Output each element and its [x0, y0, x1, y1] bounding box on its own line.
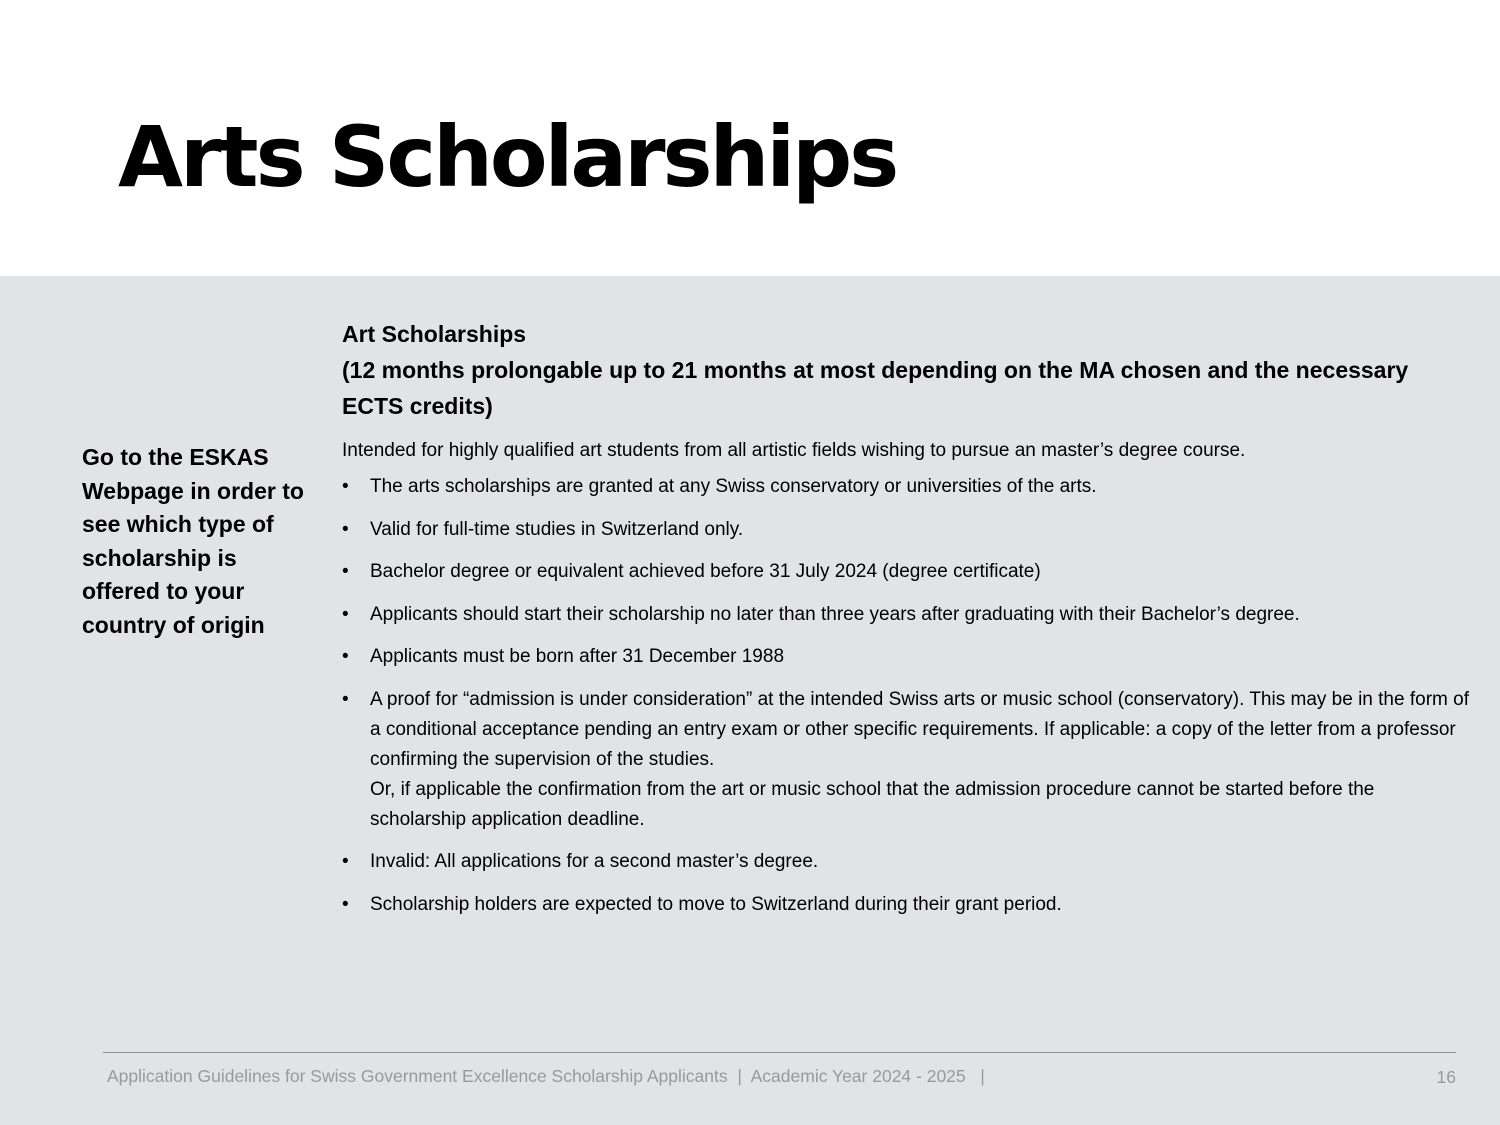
footer-text: Application Guidelines for Swiss Government Excellence Scholarship Applicants | Academic Year 2024 - 2025 | [107, 1066, 985, 1086]
list-item-text: The arts scholarships are granted at any Swiss conservatory or universities of the arts. [370, 476, 1097, 497]
section-heading [342, 316, 1472, 424]
list-item [342, 890, 1472, 920]
requirements-list [342, 472, 1472, 920]
list-item-text: Applicants should start their scholarship no later than three years after graduating with their Bachelor’s degree. [370, 603, 1300, 625]
bullet-icon: • [342, 646, 349, 667]
sidebar-note: Go to the ESKAS Webpage in order to see which type of scholarship is offered to your country of origin [82, 444, 304, 638]
bullet-icon: • [342, 561, 349, 582]
list-item [342, 685, 1472, 835]
bullet-icon: • [342, 476, 349, 497]
bullet-icon: • [342, 893, 349, 915]
list-item [342, 472, 1472, 502]
bullet-icon: • [342, 518, 349, 540]
heading-line-1: Art Scholarships [342, 321, 527, 347]
list-item-text: Scholarship holders are expected to move to Switzerland during their grant period. [370, 893, 1062, 915]
bullet-icon: • [342, 851, 349, 872]
list-item [342, 847, 1472, 877]
bullet-icon: • [342, 603, 349, 625]
list-item [342, 515, 1472, 545]
page-title: Arts Scholarships [118, 108, 897, 206]
intro-text: Intended for highly qualified art students from all artistic fields wishing to pursue an master’s degree course. [342, 440, 1246, 461]
list-item-text: Bachelor degree or equivalent achieved before 31 July 2024 (degree certificate) [370, 561, 1041, 582]
list-item-text: A proof for “admission is under consideration” at the intended Swiss arts or music school (conservatory). This may be in the form of a conditional acceptance pending an entry exam or other specific requirements. If applicable: a copy of the letter from a professor confirming the supervision of the studies. [370, 688, 1469, 770]
bullet-icon: • [342, 688, 349, 710]
list-item [342, 600, 1472, 630]
main-content [342, 316, 1472, 932]
list-item-continuation: Or, if applicable the confirmation from the art or music school that the admission procedure cannot be started before the scholarship application deadline. [370, 778, 1375, 830]
list-item [342, 557, 1472, 587]
footer-divider [103, 1052, 1456, 1053]
page-number: 16 [1436, 1067, 1456, 1087]
list-item-text: Invalid: All applications for a second master’s degree. [370, 851, 819, 872]
list-item [342, 642, 1472, 672]
list-item-text: Applicants must be born after 31 December 1988 [370, 646, 785, 667]
list-item-text: Valid for full-time studies in Switzerland only. [370, 518, 744, 540]
heading-line-2: (12 months prolongable up to 21 months at most depending on the MA chosen and the necessary ECTS credits) [342, 357, 1409, 419]
